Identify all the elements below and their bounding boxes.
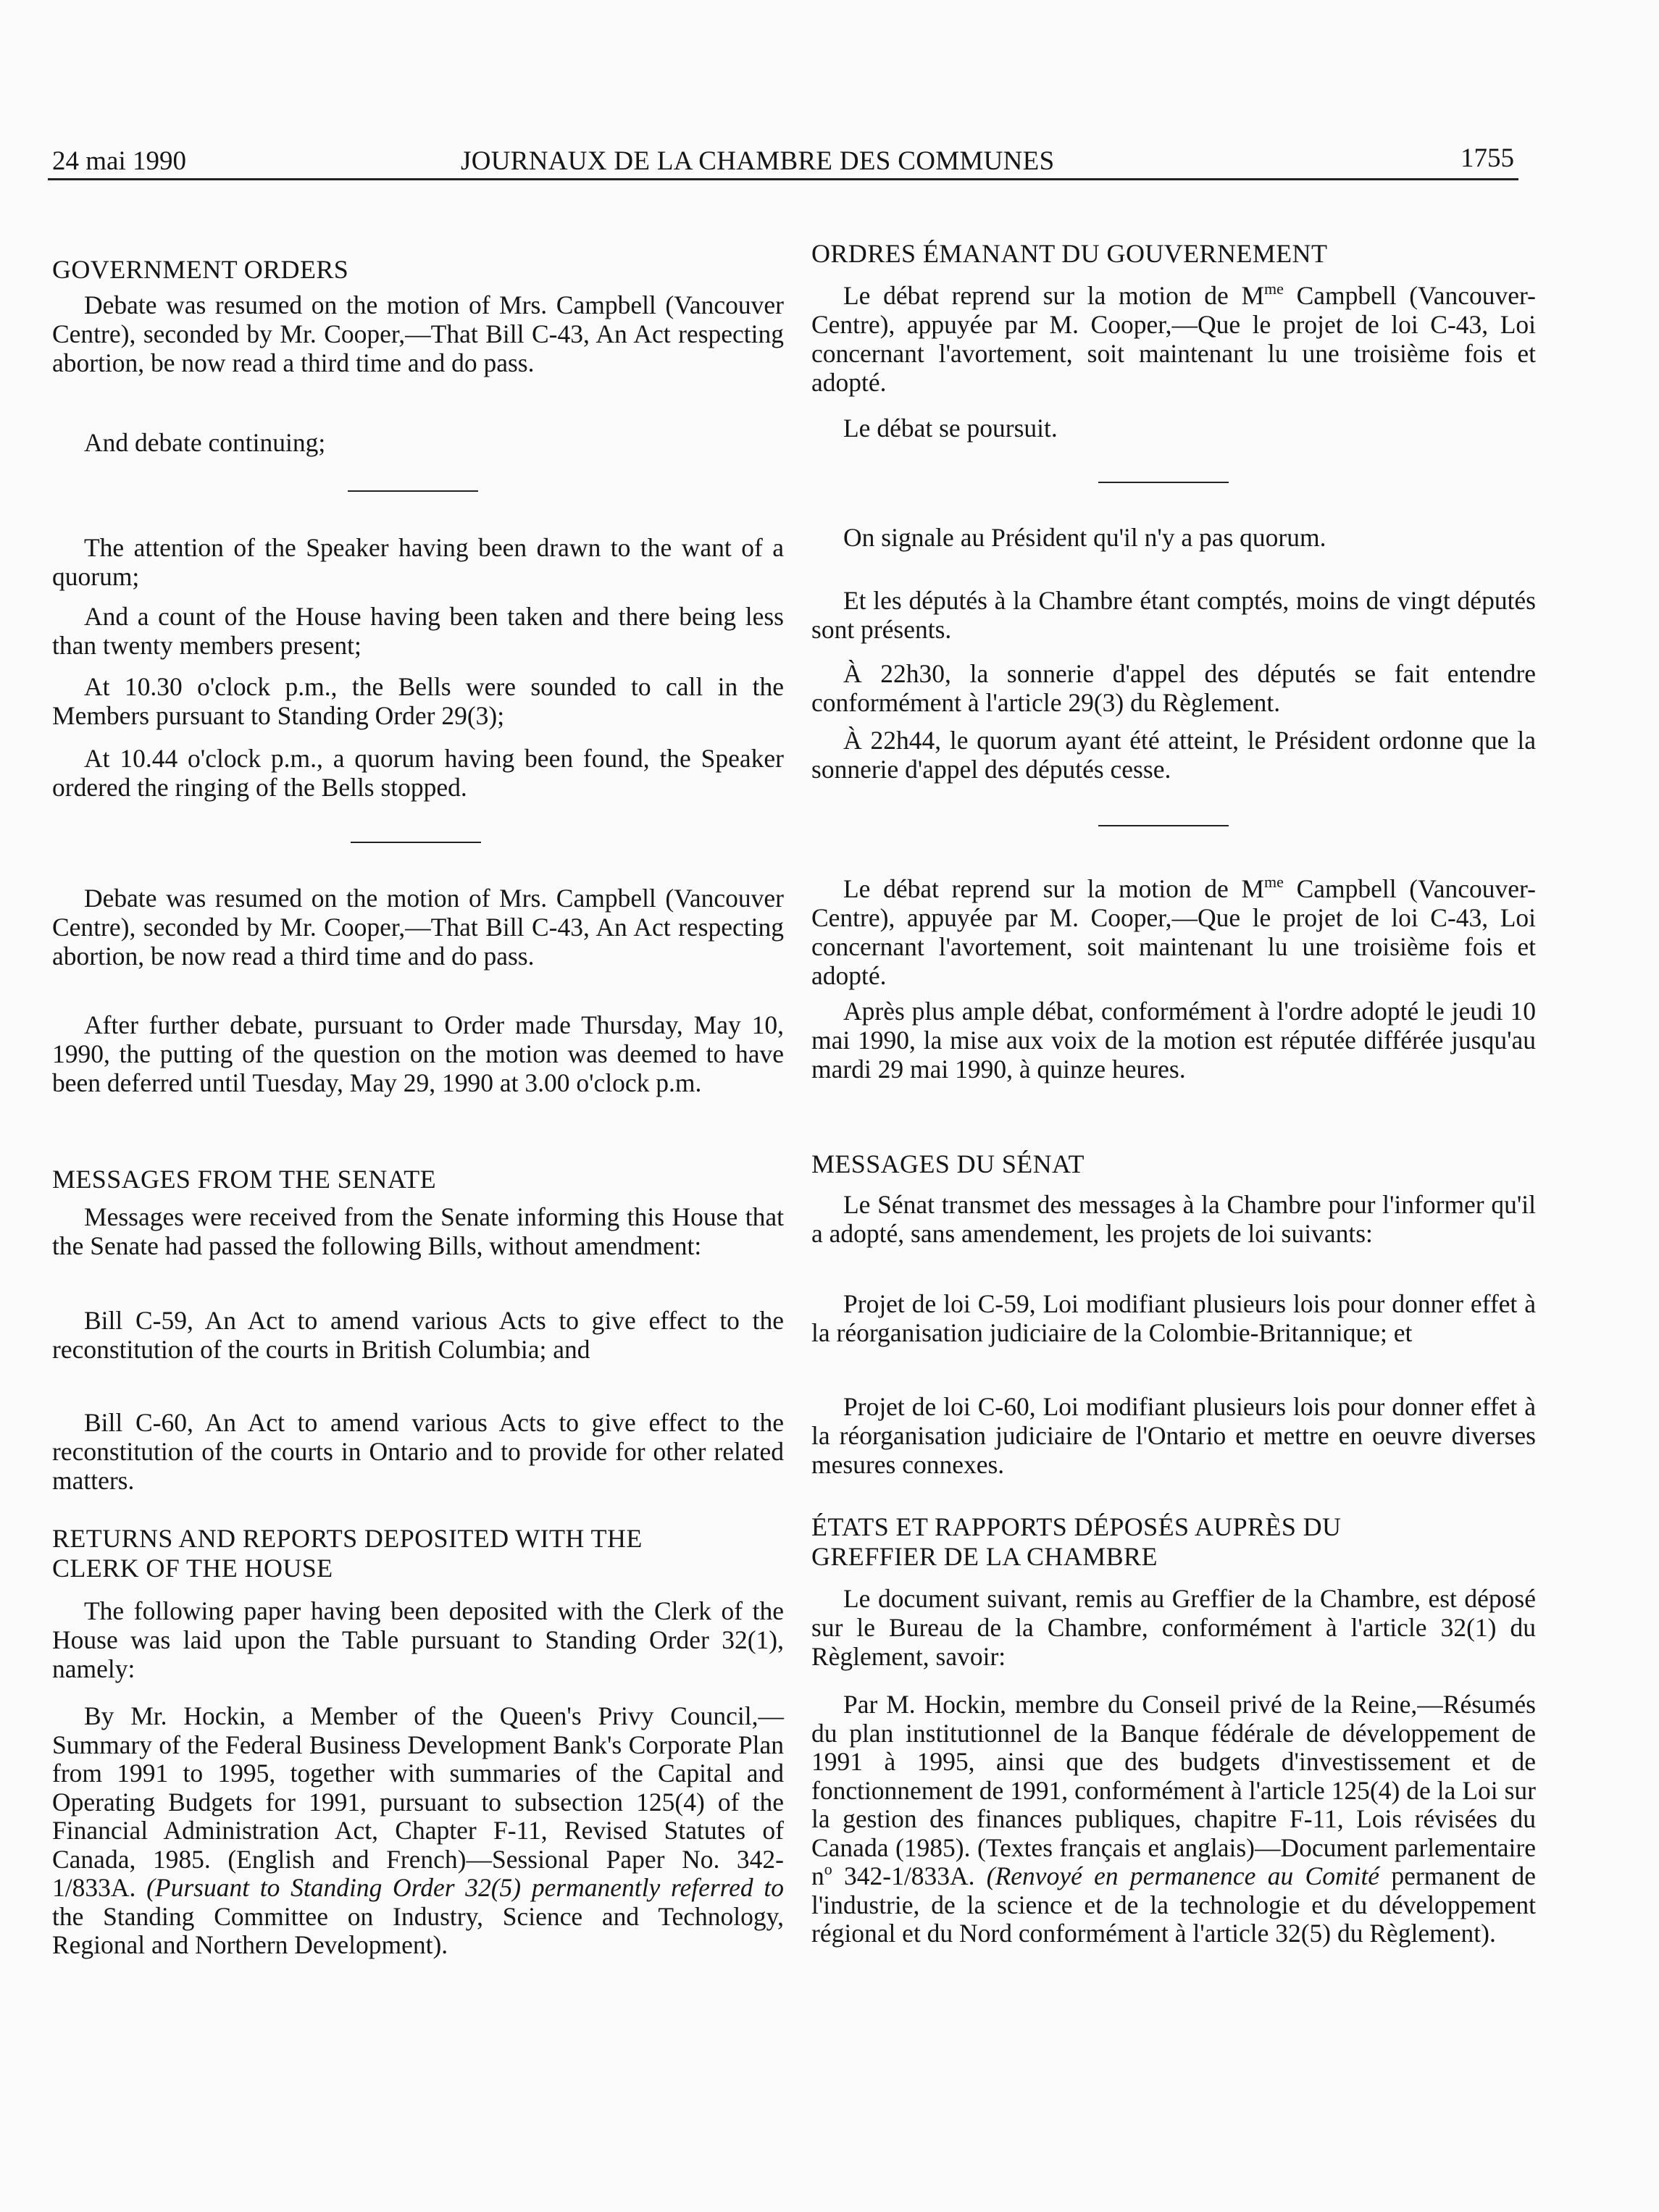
numero-superscript: o [824,1860,832,1878]
debate-continuing-line: And debate continuing; [84,428,326,457]
quorum-atteint-paragraph: À 22h44, le quorum ayant été atteint, le Président ordonne que la sonnerie d'appel des députés cesse. [811,726,1536,784]
debat-poursuit-line: Le débat se poursuit. [843,414,1058,443]
etats-heading-line: GREFFIER DE LA CHAMBRE [811,1542,1158,1571]
senat-messages-paragraph: Le Sénat transmet des messages à la Chambre pour l'informer qu'il a adopté, sans amendement, les projets de loi suivants: [811,1190,1536,1248]
section-divider [351,842,481,843]
hockin-entry-paragraph-fr [811,1691,1536,1948]
senate-messages-paragraph: Messages were received from the Senate informing this House that the Senate had passed the following Bills, without amendment: [52,1202,784,1260]
hockin-entry-text: Par M. Hockin, membre du Conseil privé de la Reine,—Résumés du plan institutionnel de la Banque fédérale de développement de 1991 à 1995, ainsi que des budgets d'investissement et de fonctionnement de 1991, conformément à l'article 125(4) de la Loi sur la gestion des finances publiques, chapitre F-11, Lois révisées du Canada (1985). (Textes français et anglais)—Document parlementaire n [811,1690,1536,1890]
debat-reprend-paragraph [811,874,1536,990]
hockin-referral-text: permanent de l'industrie, de la science et de la technologie et du développement régional et du Nord conformément à l'article 32(5) du Règlement). [811,1861,1536,1948]
etats-rapports-heading [811,1512,1536,1572]
senate-messages-heading: MESSAGES FROM THE SENATE [52,1165,437,1194]
paper-deposited-paragraph: The following paper having been deposited with the Clerk of the House was laid upon the Table pursuant to Standing Order 32(1), namely: [52,1596,784,1683]
section-divider [1098,482,1229,483]
debat-text: Campbell (Vancouver-Centre), appuyée par M. Cooper,—Que le projet de loi C-43, Loi concernant l'avortement, soit maintenant lu une troisième fois et adopté. [811,281,1536,397]
journal-title: JOURNAUX DE LA CHAMBRE DES COMMUNES [461,146,1055,176]
etats-heading-line: ÉTATS ET RAPPORTS DÉPOSÉS AUPRÈS DU [811,1512,1342,1541]
header-date: 24 mai 1990 [52,146,186,176]
hockin-entry-text: By Mr. Hockin, a Member of the Queen's Privy Council,—Summary of the Federal Business Development Bank's Corporate Plan from 1991 to 1995, together with summaries of the Capital and Operating Budgets for 1991, pursuant to subsection 125(4) of the Financial Administration Act, Chapter F-11, Revised Statutes of Canada, 1985. (English and French)—Sessional Paper No. 342-1/833A. [52,1701,784,1902]
hockin-referral-italic: (Renvoyé en permanence au Comité [986,1861,1380,1890]
plus-ample-paragraph: Après plus ample débat, conformément à l'ordre adopté le jeudi 10 mai 1990, la mise aux voix de la motion est réputée différée jusqu'au mardi 29 mai 1990, à quinze heures. [811,997,1536,1084]
returns-reports-heading [52,1524,784,1583]
debate-resumed-paragraph: Debate was resumed on the motion of Mrs. Campbell (Vancouver Centre), seconded by Mr. Cooper,—That Bill C-43, An Act respecting abortion, be now read a third time and do pass. [52,290,784,377]
gov-orders-heading-fr: ORDRES ÉMANANT DU GOUVERNEMENT [811,239,1328,268]
hockin-referral-italic: (Pursuant to Standing Order 32(5) permanently referred to [146,1873,785,1902]
section-divider [348,490,478,492]
quorum-found-paragraph: At 10.44 o'clock p.m., a quorum having been found, the Speaker ordered the ringing of the Bells stopped. [52,744,784,802]
pas-quorum-line: On signale au Président qu'il n'y a pas quorum. [843,523,1326,552]
bells-sounded-paragraph: At 10.30 o'clock p.m., the Bells were sounded to call in the Members pursuant to Standing Order 29(3); [52,672,784,730]
debat-reprend-paragraph [811,281,1536,397]
bill-c59-paragraph: Bill C-59, An Act to amend various Acts to give effect to the reconstitution of the courts in British Columbia; and [52,1306,784,1364]
running-head [48,143,1518,180]
mme-superscript: me [1264,873,1284,891]
document-suivant-paragraph: Le document suivant, remis au Greffier de la Chambre, est déposé sur le Bureau de la Chambre, conformément à l'article 32(1) du Règlement, savoir: [811,1584,1536,1671]
senat-messages-heading: MESSAGES DU SÉNAT [811,1149,1085,1178]
deputes-comptes-paragraph: Et les députés à la Chambre étant comptés, moins de vingt députés sont présents. [811,586,1536,644]
debate-resumed-paragraph: Debate was resumed on the motion of Mrs. Campbell (Vancouver Centre), seconded by Mr. Cooper,—That Bill C-43, An Act respecting abortion, be now read a third time and do pass. [52,884,784,971]
further-debate-paragraph: After further debate, pursuant to Order made Thursday, May 10, 1990, the putting of the question on the motion was deemed to have been deferred until Tuesday, May 29, 1990 at 3.00 o'clock p.m. [52,1010,784,1097]
debat-text: Campbell (Vancouver-Centre), appuyée par M. Cooper,—Que le projet de loi C-43, Loi concernant l'avortement, soit maintenant lu une troisième fois et adopté. [811,874,1536,990]
bill-c60-paragraph: Bill C-60, An Act to amend various Acts to give effect to the reconstitution of the courts in Ontario and to provide for other related matters. [52,1408,784,1495]
hockin-entry-paragraph [52,1702,784,1960]
projet-c59-paragraph: Projet de loi C-59, Loi modifiant plusieurs lois pour donner effet à la réorganisation judiciaire de la Colombie-Britannique; et [811,1289,1536,1347]
quorum-attention-paragraph: The attention of the Speaker having been drawn to the want of a quorum; [52,533,784,591]
count-taken-paragraph: And a count of the House having been taken and there being less than twenty members present; [52,602,784,660]
sonnerie-paragraph: À 22h30, la sonnerie d'appel des députés se fait entendre conformément à l'article 29(3) du Règlement. [811,659,1536,717]
section-divider [1098,825,1229,826]
projet-c60-paragraph: Projet de loi C-60, Loi modifiant plusieurs lois pour donner effet à la réorganisation judiciaire de l'Ontario et mettre en oeuvre diverses mesures connexes. [811,1392,1536,1479]
returns-heading-line: RETURNS AND REPORTS DEPOSITED WITH THE [52,1524,643,1553]
gov-orders-heading: GOVERNMENT ORDERS [52,255,349,284]
debat-text: Le débat reprend sur la motion de M [843,281,1265,310]
mme-superscript: me [1264,280,1284,298]
debat-text: Le débat reprend sur la motion de M [843,874,1265,903]
returns-heading-line: CLERK OF THE HOUSE [52,1554,333,1583]
sessional-number: 342-1/833A. [832,1861,987,1890]
hockin-referral-text: the Standing Committee on Industry, Science and Technology, Regional and Northern Development). [52,1901,784,1959]
page-number: 1755 [1460,143,1514,173]
